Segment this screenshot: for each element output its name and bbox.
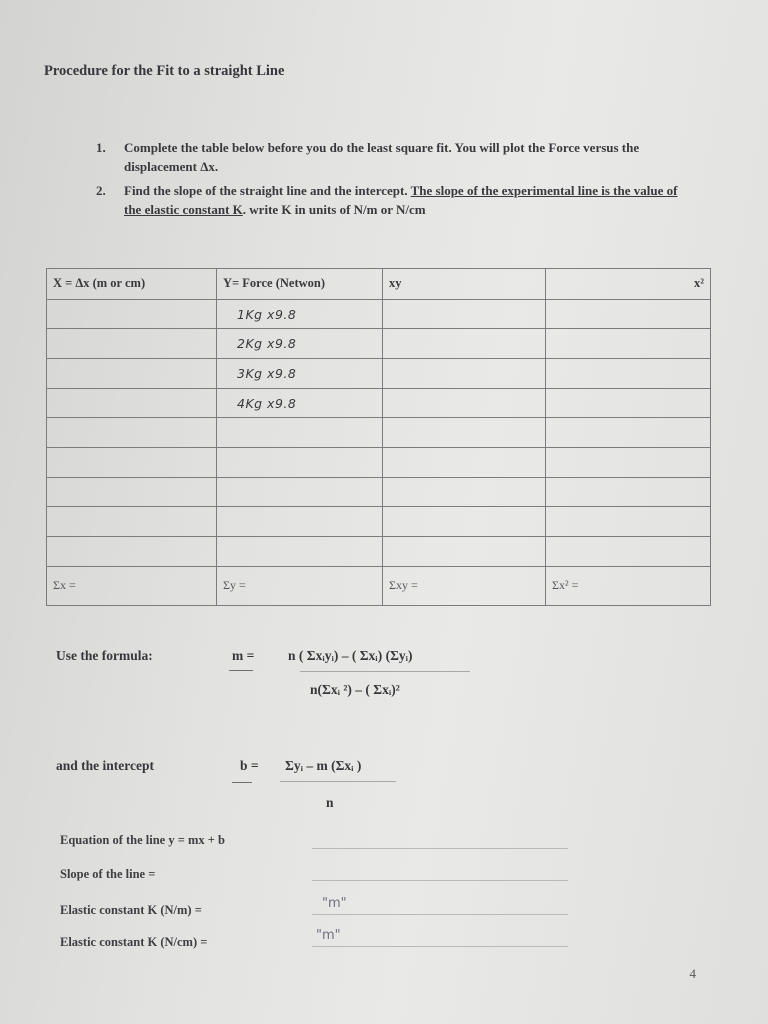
cell-xy[interactable] [383,507,546,537]
table-row [47,507,711,537]
data-table [46,268,711,606]
cell-x[interactable] [47,299,217,329]
intercept-denominator: n [326,795,334,810]
step-number: 2. [96,183,106,198]
cell-force[interactable] [217,537,383,567]
cell-x[interactable] [47,388,217,418]
cell-x[interactable] [47,477,217,507]
instruction-step-1 [96,138,696,176]
table-row [47,477,711,507]
intercept-fraction-bar [280,781,396,782]
k-ncm-label: Elastic constant K (N/cm) = [60,935,208,949]
sum-xy[interactable]: Σxy = [383,566,546,605]
table-row [47,537,711,567]
table-row [47,299,711,329]
instruction-step-2 [96,181,696,219]
cell-xy[interactable] [383,299,546,329]
slope-numerator: n ( Σxᵢyᵢ) – ( Σxᵢ) (Σyᵢ) [288,648,413,663]
cell-x[interactable] [47,507,217,537]
page-number: 4 [689,966,696,981]
cell-xy[interactable] [383,448,546,478]
cell-x2[interactable] [546,477,711,507]
cell-x2[interactable] [546,359,711,389]
cell-xy[interactable] [383,537,546,567]
cell-force-handwritten[interactable]: 1Kg x9.8 [217,299,383,329]
slope-symbol: m = [232,648,255,663]
intercept-numerator: Σyᵢ – m (Σxᵢ ) [285,758,362,773]
cell-xy[interactable] [383,388,546,418]
cell-x[interactable] [47,448,217,478]
table-header-row [47,269,711,300]
cell-x2[interactable] [546,388,711,418]
cell-force[interactable] [217,477,383,507]
intercept-label: and the intercept [56,758,154,773]
cell-x[interactable] [47,359,217,389]
slope-underline [229,670,253,671]
k-ncm-answer-line[interactable] [312,946,568,947]
sum-y[interactable]: Σy = [217,566,383,605]
header-xy: xy [383,269,546,300]
instruction-list [96,138,696,219]
cell-force-handwritten[interactable]: 4Kg x9.8 [217,388,383,418]
cell-xy[interactable] [383,418,546,448]
formula-label: Use the formula: [56,648,153,663]
cell-x2[interactable] [546,448,711,478]
cell-x2[interactable] [546,418,711,448]
cell-x[interactable] [47,537,217,567]
table-row [47,418,711,448]
step-text-end: . write K in units of N/m or N/cm [242,202,426,217]
equation-answer-line[interactable] [312,848,568,849]
cell-force-handwritten[interactable]: 3Kg x9.8 [217,359,383,389]
cell-force[interactable] [217,448,383,478]
cell-xy[interactable] [383,359,546,389]
table-row [47,388,711,418]
cell-x[interactable] [47,329,217,359]
table-row [47,359,711,389]
cell-force-handwritten[interactable]: 2Kg x9.8 [217,329,383,359]
step-number: 1. [96,140,106,155]
sum-x2[interactable]: Σx² = [546,566,711,605]
table-row [47,448,711,478]
cell-x2[interactable] [546,537,711,567]
header-y: Y= Force (Netwon) [217,269,383,300]
cell-x[interactable] [47,418,217,448]
sum-x[interactable]: Σx = [47,566,217,605]
cell-xy[interactable] [383,477,546,507]
intercept-symbol: b = [240,758,259,773]
header-x: X = Δx (m or cm) [47,269,217,300]
cell-xy[interactable] [383,329,546,359]
cell-x2[interactable] [546,507,711,537]
k-nm-label: Elastic constant K (N/m) = [60,903,202,917]
slope-answer-line[interactable] [312,880,568,881]
cell-force[interactable] [217,418,383,448]
slope-fraction-bar [300,671,470,672]
cell-force[interactable] [217,507,383,537]
page-title: Procedure for the Fit to a straight Line [44,63,285,79]
step-text: Complete the table below before you do the least square fit. You will plot the Force versus the displacement Δx. [124,140,640,174]
k-nm-answer-line[interactable] [312,914,568,915]
sum-row [47,566,711,605]
step-text-underlined: The slope of the experimental line is the value of the elastic constant K [124,183,678,217]
slope-denominator: n(Σxᵢ ²) – ( Σxᵢ)² [310,682,400,697]
slope-label: Slope of the line = [60,867,156,881]
cell-x2[interactable] [546,329,711,359]
header-x-squared: x² [546,269,711,300]
cell-x2[interactable] [546,299,711,329]
step-text: Find the slope of the straight line and the intercept. [124,183,411,198]
k-ncm-handwritten-value: "m" [316,928,341,943]
k-nm-handwritten-value: "m" [322,896,347,911]
equation-label: Equation of the line y = mx + b [60,833,225,847]
intercept-underline [232,782,252,783]
table-row [47,329,711,359]
